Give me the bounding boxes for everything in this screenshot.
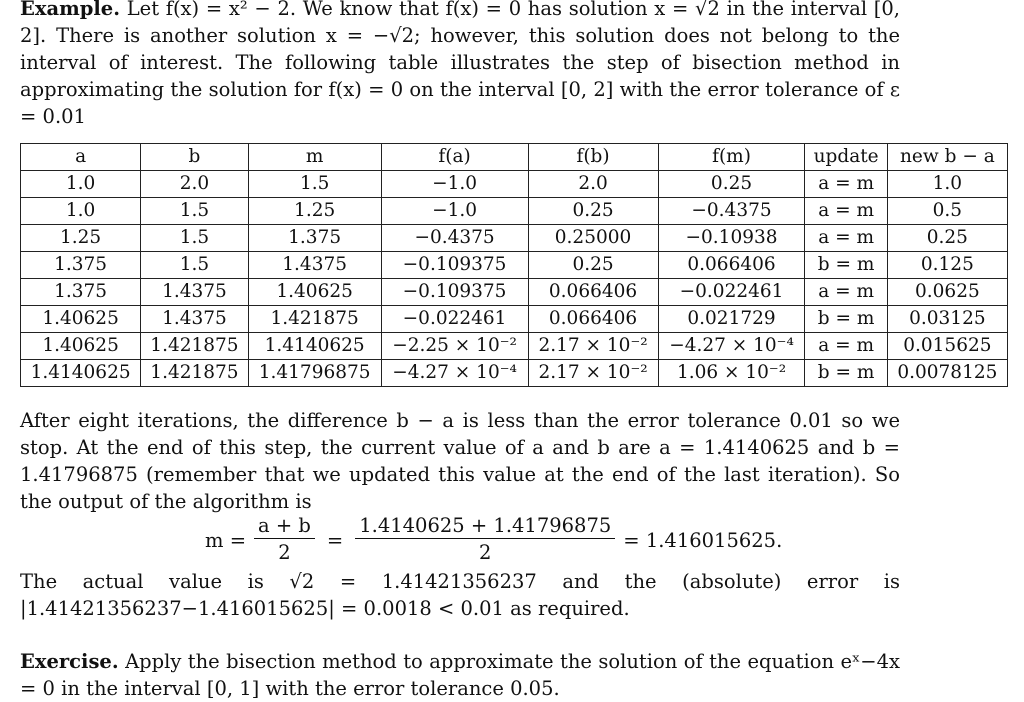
table-cell: 1.40625 — [248, 279, 381, 306]
table-row — [21, 171, 1008, 198]
table-cell: −0.109375 — [381, 252, 528, 279]
actual-text: The actual value is √2 = 1.41421356237 and the (absolute) error is |1.41421356237−1.416015625| = 0.0018 < 0.01 as required. — [20, 570, 900, 620]
col-header-m: m — [248, 144, 381, 171]
table-cell: −0.109375 — [381, 279, 528, 306]
table-cell: 1.0 — [21, 198, 141, 225]
table-row — [21, 306, 1008, 333]
table-cell: 1.0 — [21, 171, 141, 198]
table-cell: a = m — [805, 198, 887, 225]
table-cell: 1.25 — [21, 225, 141, 252]
table-cell: 1.421875 — [141, 333, 248, 360]
table-cell: 1.375 — [248, 225, 381, 252]
table-cell: 1.4375 — [248, 252, 381, 279]
table-cell: 0.015625 — [887, 333, 1007, 360]
fraction-values — [355, 514, 615, 567]
table-cell: 0.25 — [887, 225, 1007, 252]
table-cell: 0.25 — [528, 252, 658, 279]
table-cell: 1.4140625 — [248, 333, 381, 360]
after-text: After eight iterations, the difference b − a is less than the error tolerance 0.01 so we stop. At the end of this step, the current value of a and b are a = 1.4140625 and b = 1.41796875 (remember that we updated this value at the end of the last iteration). So the output of the algorithm is — [20, 409, 900, 513]
col-header-a: a — [21, 144, 141, 171]
table-cell: 1.5 — [141, 252, 248, 279]
table-cell: 1.421875 — [141, 360, 248, 387]
bisection-table — [20, 143, 1008, 387]
table-cell: 1.41796875 — [248, 360, 381, 387]
formula-equals: = — [326, 528, 344, 552]
col-header-b: b — [141, 144, 248, 171]
col-header-fm: f(m) — [658, 144, 805, 171]
table-cell: 1.421875 — [248, 306, 381, 333]
table-cell: 1.375 — [21, 252, 141, 279]
after-paragraph — [20, 407, 900, 515]
table-cell: 2.0 — [141, 171, 248, 198]
table-cell: 0.03125 — [887, 306, 1007, 333]
table-row — [21, 333, 1008, 360]
fraction-numerator: a + b — [254, 514, 315, 539]
table-cell: 1.4375 — [141, 306, 248, 333]
example-paragraph — [20, 0, 900, 130]
table-cell: 1.06 × 10⁻² — [658, 360, 805, 387]
table-cell: a = m — [805, 279, 887, 306]
table-cell: 1.25 — [248, 198, 381, 225]
table-cell: b = m — [805, 252, 887, 279]
table-cell: 1.40625 — [21, 306, 141, 333]
example-heading: Example. — [20, 0, 120, 20]
table-cell: −2.25 × 10⁻² — [381, 333, 528, 360]
table-row — [21, 360, 1008, 387]
formula-lhs: m = — [205, 528, 247, 552]
exercise-paragraph — [20, 648, 900, 702]
table-cell: 1.4140625 — [21, 360, 141, 387]
table-cell: b = m — [805, 360, 887, 387]
table-cell: 1.375 — [21, 279, 141, 306]
table-cell: 2.17 × 10⁻² — [528, 333, 658, 360]
table-cell: −1.0 — [381, 171, 528, 198]
table-cell: −0.022461 — [658, 279, 805, 306]
table-cell: a = m — [805, 171, 887, 198]
table-cell: −0.10938 — [658, 225, 805, 252]
table-cell: 0.25000 — [528, 225, 658, 252]
table-row — [21, 252, 1008, 279]
table-cell: 0.066406 — [658, 252, 805, 279]
table-cell: 0.0078125 — [887, 360, 1007, 387]
table-row — [21, 279, 1008, 306]
table-cell: 0.25 — [528, 198, 658, 225]
fraction-a-plus-b — [254, 514, 315, 567]
fraction-numerator: 1.4140625 + 1.41796875 — [355, 514, 615, 539]
table-cell: a = m — [805, 225, 887, 252]
table-cell: 0.066406 — [528, 306, 658, 333]
table-row — [21, 225, 1008, 252]
table-cell: −0.4375 — [658, 198, 805, 225]
exercise-text: Apply the bisection method to approximate the solution of the equation eˣ−4x = 0 in the interval [0, 1] with the error tolerance 0.05. — [20, 650, 901, 700]
table-cell: b = m — [805, 306, 887, 333]
table-row — [21, 198, 1008, 225]
table-cell: 1.5 — [141, 225, 248, 252]
exercise-heading: Exercise. — [20, 650, 119, 673]
table-cell: 0.0625 — [887, 279, 1007, 306]
fraction-denominator: 2 — [479, 540, 492, 564]
table-cell: 1.40625 — [21, 333, 141, 360]
example-text: Let f(x) = x² − 2. We know that f(x) = 0 has solution x = √2 in the interval [0, 2]. There is another solution x = −√2; however, this solution does not belong to the interval of interest. The following table illustrates the step of bisection method in approximating the solution for f(x) = 0 on the interval [0, 2] with the error tolerance of ε = 0.01 — [20, 0, 900, 128]
table-cell: 2.17 × 10⁻² — [528, 360, 658, 387]
table-cell: −1.0 — [381, 198, 528, 225]
table-header-row — [21, 144, 1008, 171]
midpoint-formula — [205, 512, 782, 568]
formula-result: = 1.416015625. — [623, 528, 783, 552]
table-cell: −4.27 × 10⁻⁴ — [381, 360, 528, 387]
table-cell: 0.066406 — [528, 279, 658, 306]
table-cell: 1.5 — [141, 198, 248, 225]
col-header-fb: f(b) — [528, 144, 658, 171]
fraction-denominator: 2 — [278, 540, 291, 564]
table-cell: 2.0 — [528, 171, 658, 198]
table-cell: 0.25 — [658, 171, 805, 198]
table-cell: −4.27 × 10⁻⁴ — [658, 333, 805, 360]
table-cell: 0.5 — [887, 198, 1007, 225]
table-cell: 1.0 — [887, 171, 1007, 198]
table-cell: 0.125 — [887, 252, 1007, 279]
col-header-fa: f(a) — [381, 144, 528, 171]
actual-value-paragraph — [20, 568, 900, 622]
table-cell: 1.4375 — [141, 279, 248, 306]
col-header-update: update — [805, 144, 887, 171]
col-header-new-b-minus-a: new b − a — [887, 144, 1007, 171]
table-cell: −0.4375 — [381, 225, 528, 252]
table-body — [21, 171, 1008, 387]
table-cell: a = m — [805, 333, 887, 360]
table-cell: −0.022461 — [381, 306, 528, 333]
table-cell: 0.021729 — [658, 306, 805, 333]
table-cell: 1.5 — [248, 171, 381, 198]
